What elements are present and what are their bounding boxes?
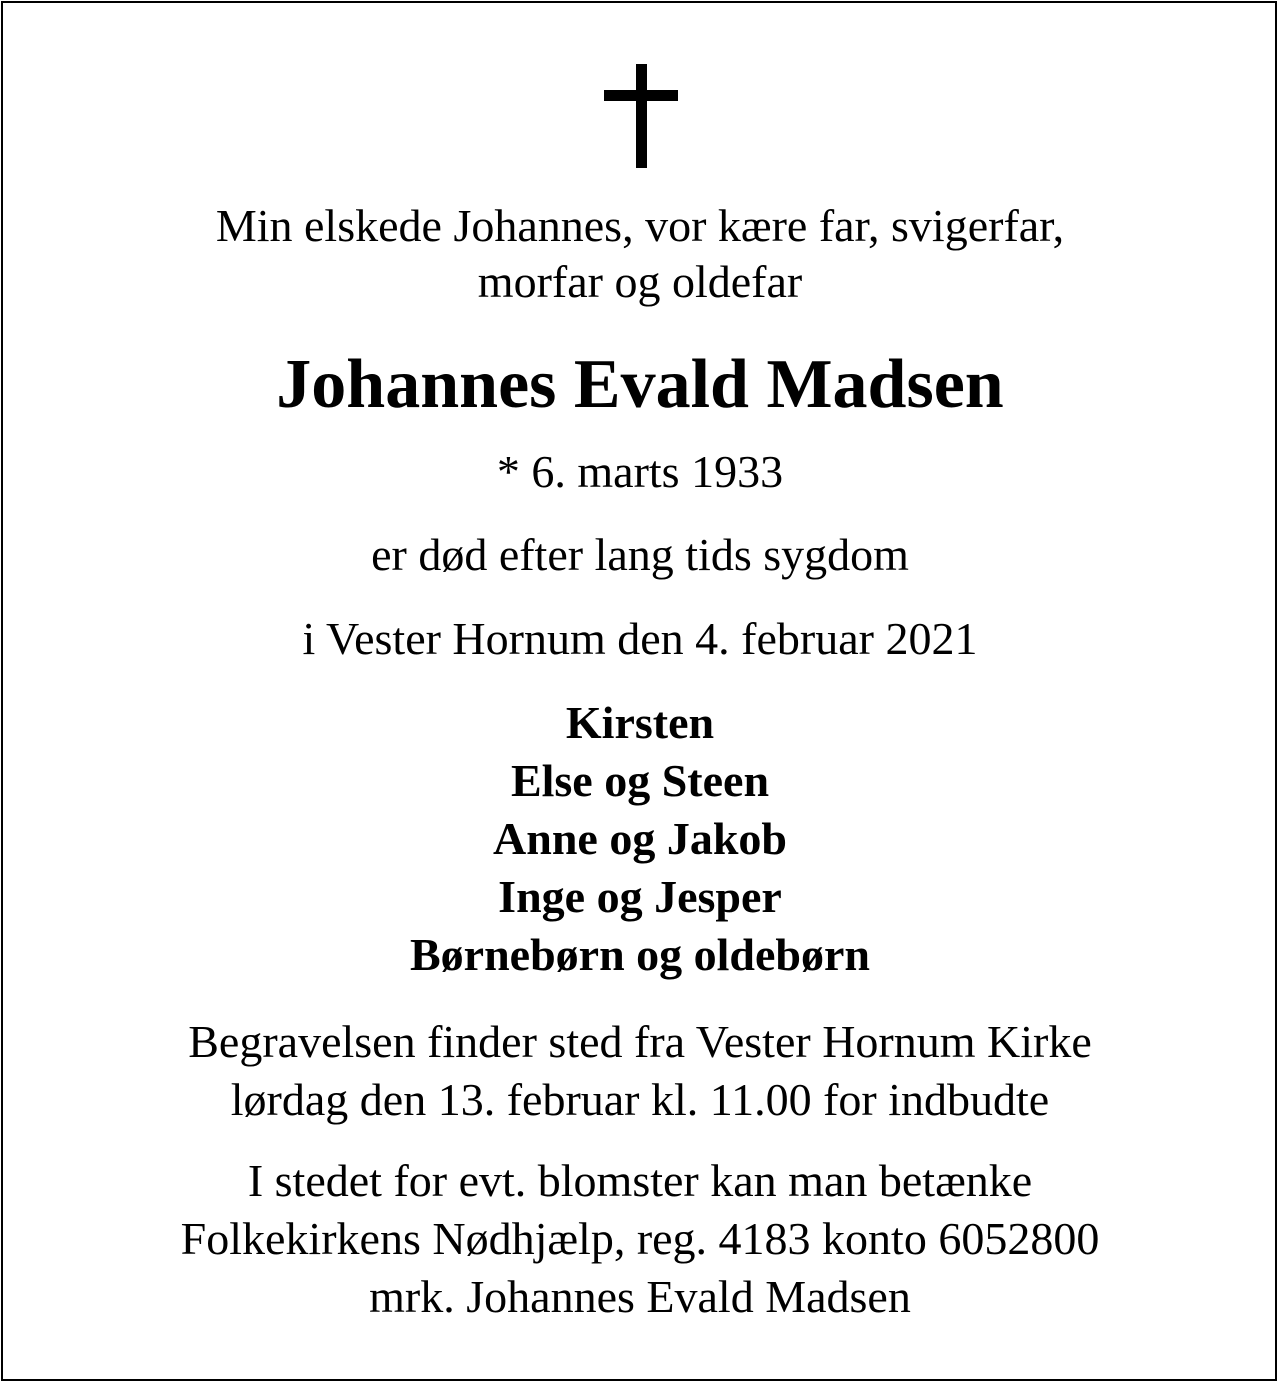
funeral-line: Begravelsen finder sted fra Vester Hornum Kirke (188, 1016, 1092, 1067)
donation-line: mrk. Johannes Evald Madsen (369, 1271, 911, 1322)
place-and-date: i Vester Hornum den 4. februar 2021 (302, 613, 978, 664)
family-member: Else og Steen (510, 755, 770, 806)
donation-line: Folkekirkens Nødhjælp, reg. 4183 konto 6052800 (180, 1213, 1100, 1264)
donation-info (0, 1152, 1280, 1326)
cross-icon (604, 64, 678, 168)
funeral-line: lørdag den 13. februar kl. 11.00 for indbudte (230, 1074, 1050, 1125)
intro-text (0, 198, 1280, 310)
death-text: er død efter lang tids sygdom (371, 529, 909, 580)
deceased-name: Johannes Evald Madsen (276, 346, 1004, 423)
family-member: Børnebørn og oldebørn (409, 929, 871, 980)
family-member: Anne og Jakob (493, 813, 787, 864)
family-member: Kirsten (565, 697, 715, 748)
family-list (0, 694, 1280, 984)
intro-line: morfar og oldefar (477, 256, 803, 307)
funeral-info (0, 1013, 1280, 1129)
intro-line: Min elskede Johannes, vor kære far, svigerfar, (215, 200, 1065, 251)
donation-line: I stedet for evt. blomster kan man betænke (247, 1155, 1033, 1206)
birth-date: * 6. marts 1933 (496, 446, 784, 497)
family-member: Inge og Jesper (498, 871, 782, 922)
